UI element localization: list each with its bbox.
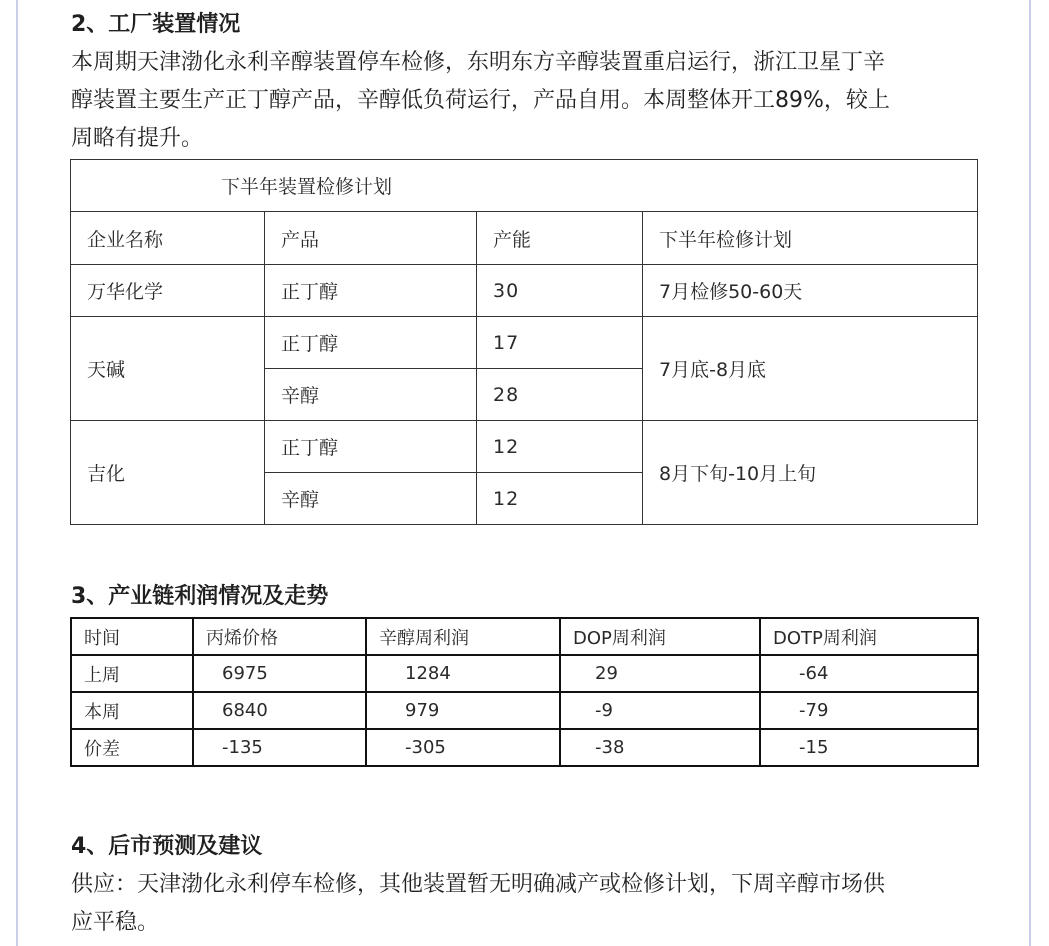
value-cell: -305 [366, 729, 560, 766]
value-cell: -64 [760, 655, 978, 692]
capacity-cell: 12 [477, 473, 643, 525]
plan-cell: 7月检修50-60天 [643, 265, 978, 317]
value-cell: -9 [560, 692, 760, 729]
value-cell: -15 [760, 729, 978, 766]
section-heading-profit-trend: 3、产业链利润情况及走势 [71, 584, 329, 609]
value-cell: 29 [560, 655, 760, 692]
maintenance-plan-table [70, 159, 978, 525]
column-header: 下半年检修计划 [643, 212, 978, 265]
plant-status-paragraph [71, 44, 971, 158]
period-cell: 上周 [71, 655, 193, 692]
forecast-paragraph [71, 866, 971, 942]
value-cell: 6975 [193, 655, 366, 692]
value-cell: 1284 [366, 655, 560, 692]
table-row [71, 692, 978, 729]
company-cell: 万华化学 [71, 265, 265, 317]
column-header: 产品 [265, 212, 477, 265]
table-row [71, 729, 978, 766]
value-cell: -135 [193, 729, 366, 766]
product-cell: 正丁醇 [265, 421, 477, 473]
column-header: 时间 [71, 618, 193, 655]
table-row [71, 317, 978, 369]
plan-cell: 8月下旬-10月上旬 [643, 421, 978, 525]
column-header: DOP周利润 [560, 618, 760, 655]
section-heading-forecast: 4、后市预测及建议 [71, 834, 263, 859]
column-header: 产能 [477, 212, 643, 265]
plan-cell: 7月底-8月底 [643, 317, 978, 421]
value-cell: 6840 [193, 692, 366, 729]
paragraph-line: 供应：天津渤化永利停车检修，其他装置暂无明确减产或检修计划，下周辛醇市场供 [71, 872, 886, 897]
left-border-rule [16, 0, 18, 946]
company-cell: 天碱 [71, 317, 265, 421]
period-cell: 本周 [71, 692, 193, 729]
header-row [71, 618, 978, 655]
paragraph-line: 醇装置主要生产正丁醇产品，辛醇低负荷运行，产品自用。本周整体开工89%，较上 [71, 88, 890, 113]
table-row [71, 421, 978, 473]
profit-table [70, 617, 979, 767]
column-header: DOTP周利润 [760, 618, 978, 655]
product-cell: 辛醇 [265, 369, 477, 421]
period-cell: 价差 [71, 729, 193, 766]
right-border-rule [1029, 0, 1031, 946]
product-cell: 正丁醇 [265, 317, 477, 369]
column-header: 辛醇周利润 [366, 618, 560, 655]
capacity-cell: 12 [477, 421, 643, 473]
table-row [71, 655, 978, 692]
table-row [71, 265, 978, 317]
paragraph-line: 本周期天津渤化永利辛醇装置停车检修，东明东方辛醇装置重启运行，浙江卫星丁辛 [71, 50, 886, 75]
value-cell: -38 [560, 729, 760, 766]
section-heading-plant-status: 2、工厂装置情况 [71, 12, 241, 37]
value-cell: -79 [760, 692, 978, 729]
product-cell: 正丁醇 [265, 265, 477, 317]
capacity-cell: 17 [477, 317, 643, 369]
value-cell: 979 [366, 692, 560, 729]
product-cell: 辛醇 [265, 473, 477, 525]
capacity-cell: 30 [477, 265, 643, 317]
company-cell: 吉化 [71, 421, 265, 525]
paragraph-line: 周略有提升。 [71, 126, 204, 151]
paragraph-line: 应平稳。 [71, 910, 160, 935]
column-header: 丙烯价格 [193, 618, 366, 655]
capacity-cell: 28 [477, 369, 643, 421]
column-header: 企业名称 [71, 212, 265, 265]
table-title: 下半年装置检修计划 [71, 160, 978, 212]
